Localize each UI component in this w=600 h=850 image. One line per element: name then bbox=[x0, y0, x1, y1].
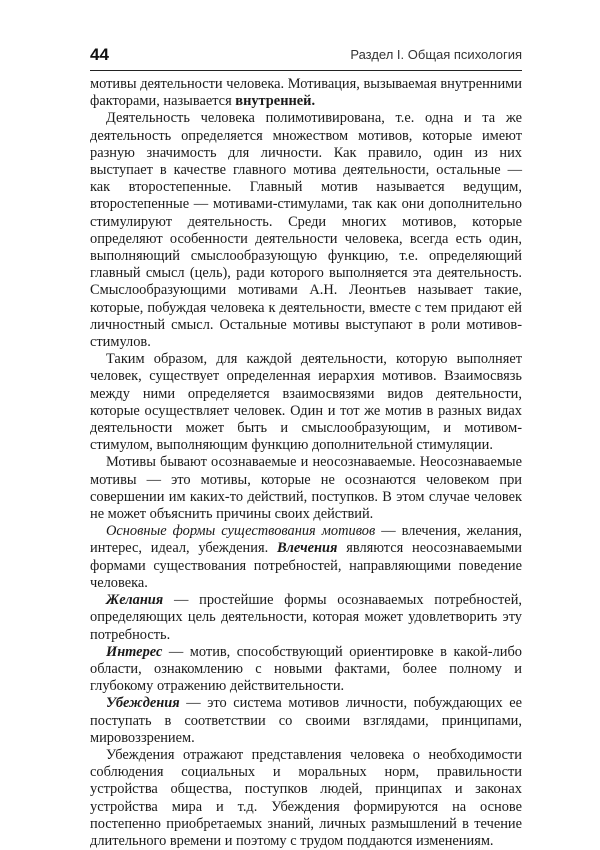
paragraph-intrinsic-motivation bbox=[90, 76, 522, 110]
term-drives: Влечения bbox=[276, 540, 338, 557]
term-beliefs: Убеждения bbox=[106, 695, 180, 712]
paragraph-text: — влечения, желания, интерес, идеал, убеждения. bbox=[90, 523, 522, 557]
term-desires: Желания bbox=[106, 592, 164, 609]
paragraph-interest bbox=[90, 644, 522, 696]
paragraph-text: — мотив, способствующий ориентировке в какой-либо области, ознакомлению с новыми фактами, более полному и глубокому отражению действительности. bbox=[90, 643, 522, 695]
page-body bbox=[90, 76, 522, 850]
paragraph-forms-of-motives bbox=[90, 523, 522, 592]
paragraph-desires bbox=[90, 592, 522, 644]
header-rule bbox=[90, 70, 522, 71]
page-number: 44 bbox=[90, 45, 109, 64]
italic-lead: Основные формы существования мотивов bbox=[106, 523, 376, 540]
paragraph-text: мотивы деятельности человека. Мотивация, вызываемая внутренними факторами, называется bbox=[90, 76, 522, 110]
paragraph-text: — простейшие формы осознаваемых потребностей, определяющих цель деятельности, которая может удовлетворить эту потребность. bbox=[90, 592, 522, 643]
paragraph-beliefs bbox=[90, 695, 522, 747]
paragraph-hierarchy: Таким образом, для каждой деятельности, которую выполняет человек, существует определенная иерархия мотивов. Взаимосвязь между ними определяется взаимосвязями видов деятельности, которые осуществляет человек. Один и тот же мотив в разных видах деятельности может быть и смыслообразующим, и мотивом-стимулом, выполняющим функцию дополнительной стимуляции. bbox=[90, 351, 522, 454]
page-header bbox=[90, 45, 522, 69]
paragraph-beliefs-detail: Убеждения отражают представления человека о необходимости соблюдения социальных и моральных норм, правильности устройства общества, поступков людей, принципах и законах устройства мира и т.д. Убеждения формируются на основе постепенно приобретаемых знаний, личных размышлений в течение длительного времени и поэтому с трудом поддаются изменениям. bbox=[90, 746, 522, 849]
term-interest: Интерес bbox=[106, 643, 163, 660]
paragraph-text: — это система мотивов личности, побуждающих ее поступать в соответствии со своими взглядами, принципами, мировоззрением. bbox=[90, 695, 522, 746]
term-internal: внутренней. bbox=[235, 93, 316, 110]
paragraph-unconscious-motives: Мотивы бывают осознаваемые и неосознаваемые. Неосознаваемые мотивы — это мотивы, которые не осознаются человеком при совершении им каких-то действий, поступков. В этом случае человек не может объяснить причины своих действий. bbox=[90, 454, 522, 523]
paragraph-polymotivation: Деятельность человека полимотивирована, т.е. одна и та же деятельность определяется множеством мотивов, которые имеют разную значимость для личности. Как правило, один из них выступает в качестве главного мотива деятельности, остальные — как второстепенные. Главный мотив называется ведущим, второстепенные — мотивами-стимулами, так как они дополнительно стимулируют деятельность. Среди многих мотивов, которые определяют особенности деятельности человека, всегда есть один, выполняющий смыслообразующую функцию, т.е. определяющий главный смысл (цель), ради которого выполняется эта деятельность. Смыслообразующими мотивами А.Н. Леонтьев называет такие, которые, побуждая человека к деятельности, вместе с тем придают ей личностный смысл. Остальные мотивы выступают в роли мотивов-стимулов. bbox=[90, 110, 522, 351]
section-title: Раздел I. Общая психология bbox=[350, 47, 522, 62]
paragraph-text: являются неосознаваемыми формами существования потребностей, направляющими поведение человека. bbox=[90, 540, 522, 591]
